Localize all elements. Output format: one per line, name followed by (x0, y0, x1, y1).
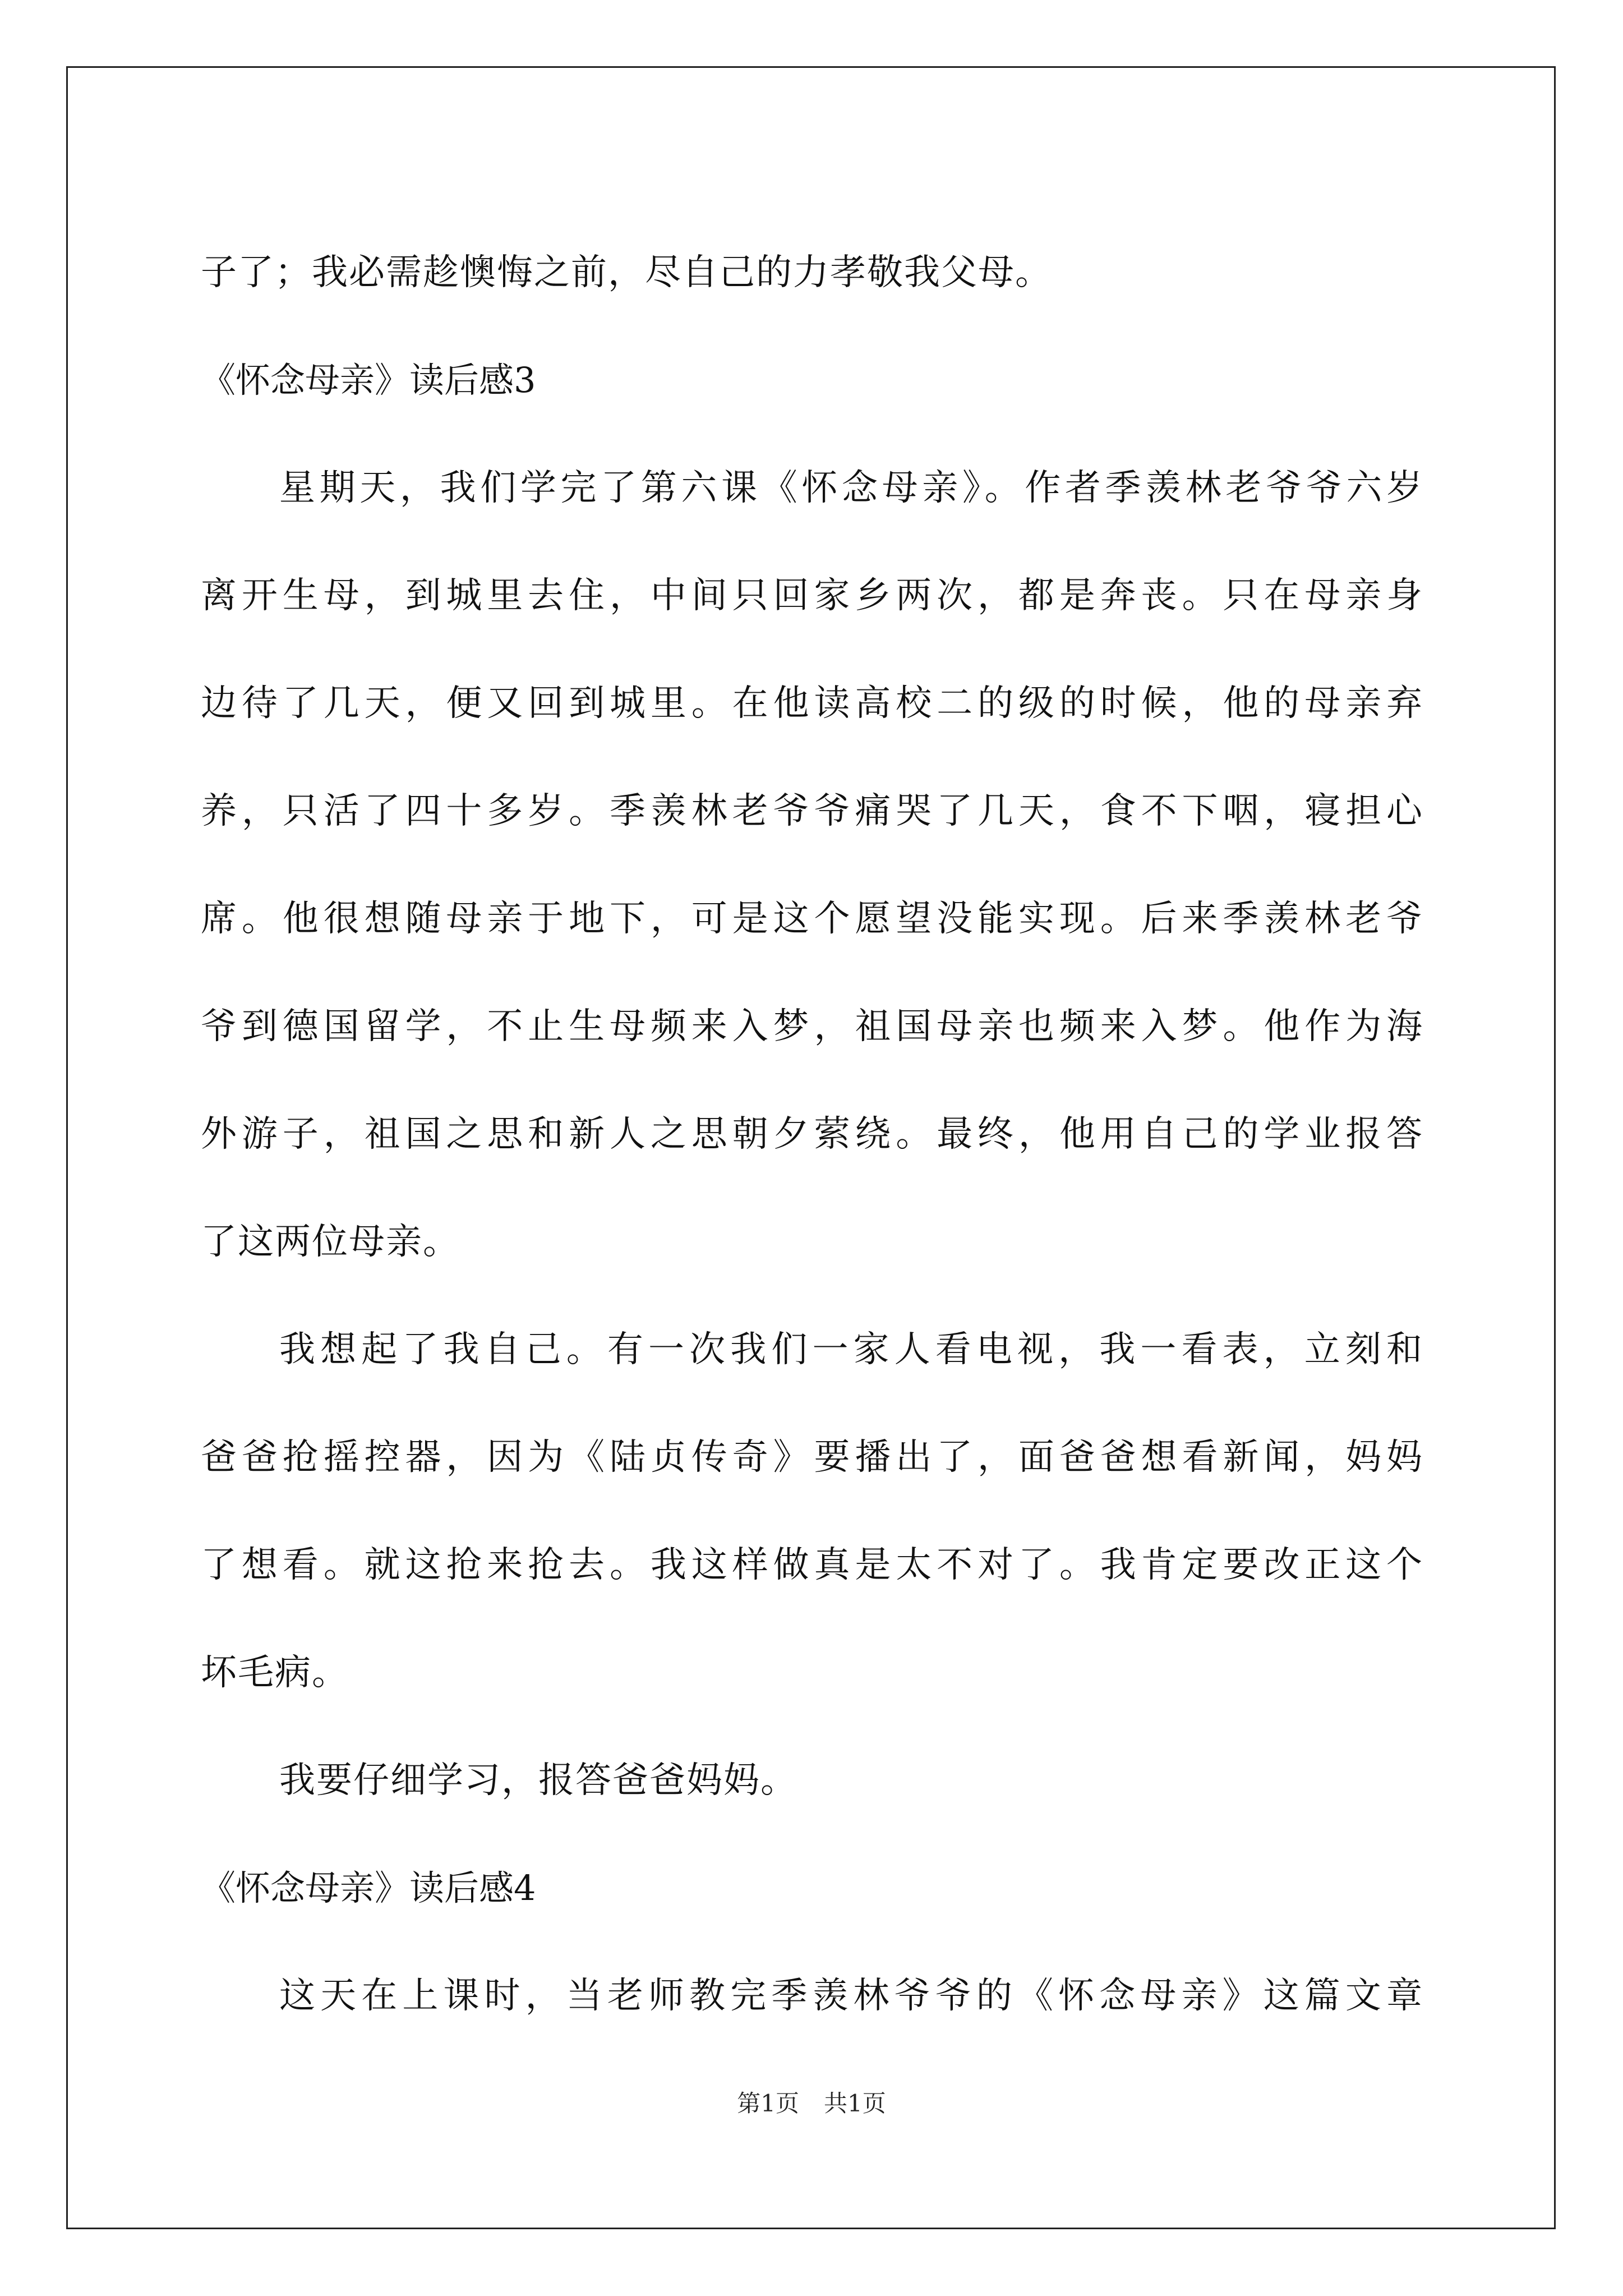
page-total: 共1页 (824, 2090, 886, 2117)
document-body (201, 219, 1423, 2050)
page-footer (0, 2087, 1623, 2120)
paragraph-line: 爸爸抢摇控器，因为《陆贞传奇》要播出了，面爸爸想看新闻，妈妈 (201, 1437, 1423, 1478)
paragraph-line: 坏毛病。 (201, 1652, 349, 1694)
paragraph-line: 离开生母，到城里去住，中间只回家乡两次，都是奔丧。只在母亲身 (201, 575, 1423, 616)
page-number: 第1页 (737, 2090, 799, 2117)
section-heading: 《怀念母亲》读后感4 (201, 1867, 536, 1908)
paragraph-line: 爷到德国留学，不止生母频来入梦，祖国母亲也频来入梦。他作为海 (201, 1006, 1423, 1047)
paragraph-line: 星期天，我们学完了第六课《怀念母亲》。作者季羡林老爷爷六岁 (279, 467, 1423, 509)
paragraph-line: 席。他很想随母亲于地下，可是这个愿望没能实现。后来季羡林老爷 (201, 898, 1423, 940)
paragraph-line: 这天在上课时，当老师教完季羡林爷爷的《怀念母亲》这篇文章 (279, 1975, 1423, 2017)
paragraph-line: 了这两位母亲。 (201, 1221, 460, 1263)
paragraph-line: 养，只活了四十多岁。季羡林老爷爷痛哭了几天，食不下咽，寝担心 (201, 790, 1423, 832)
paragraph-line: 了想看。就这抢来抢去。我这样做真是太不对了。我肯定要改正这个 (201, 1544, 1423, 1586)
text-line: 子了；我必需趁懊悔之前，尽自己的力孝敬我父母。 (201, 252, 1052, 293)
paragraph-line: 我想起了我自己。有一次我们一家人看电视，我一看表，立刻和 (279, 1329, 1423, 1370)
paragraph-line: 边待了几天，便又回到城里。在他读高校二的级的时候，他的母亲弃 (201, 683, 1423, 724)
section-heading: 《怀念母亲》读后感3 (201, 360, 536, 401)
paragraph-line: 我要仔细学习，报答爸爸妈妈。 (279, 1760, 797, 1801)
paragraph-line: 外游子，祖国之思和新人之思朝夕萦绕。最终，他用自己的学业报答 (201, 1114, 1423, 1155)
